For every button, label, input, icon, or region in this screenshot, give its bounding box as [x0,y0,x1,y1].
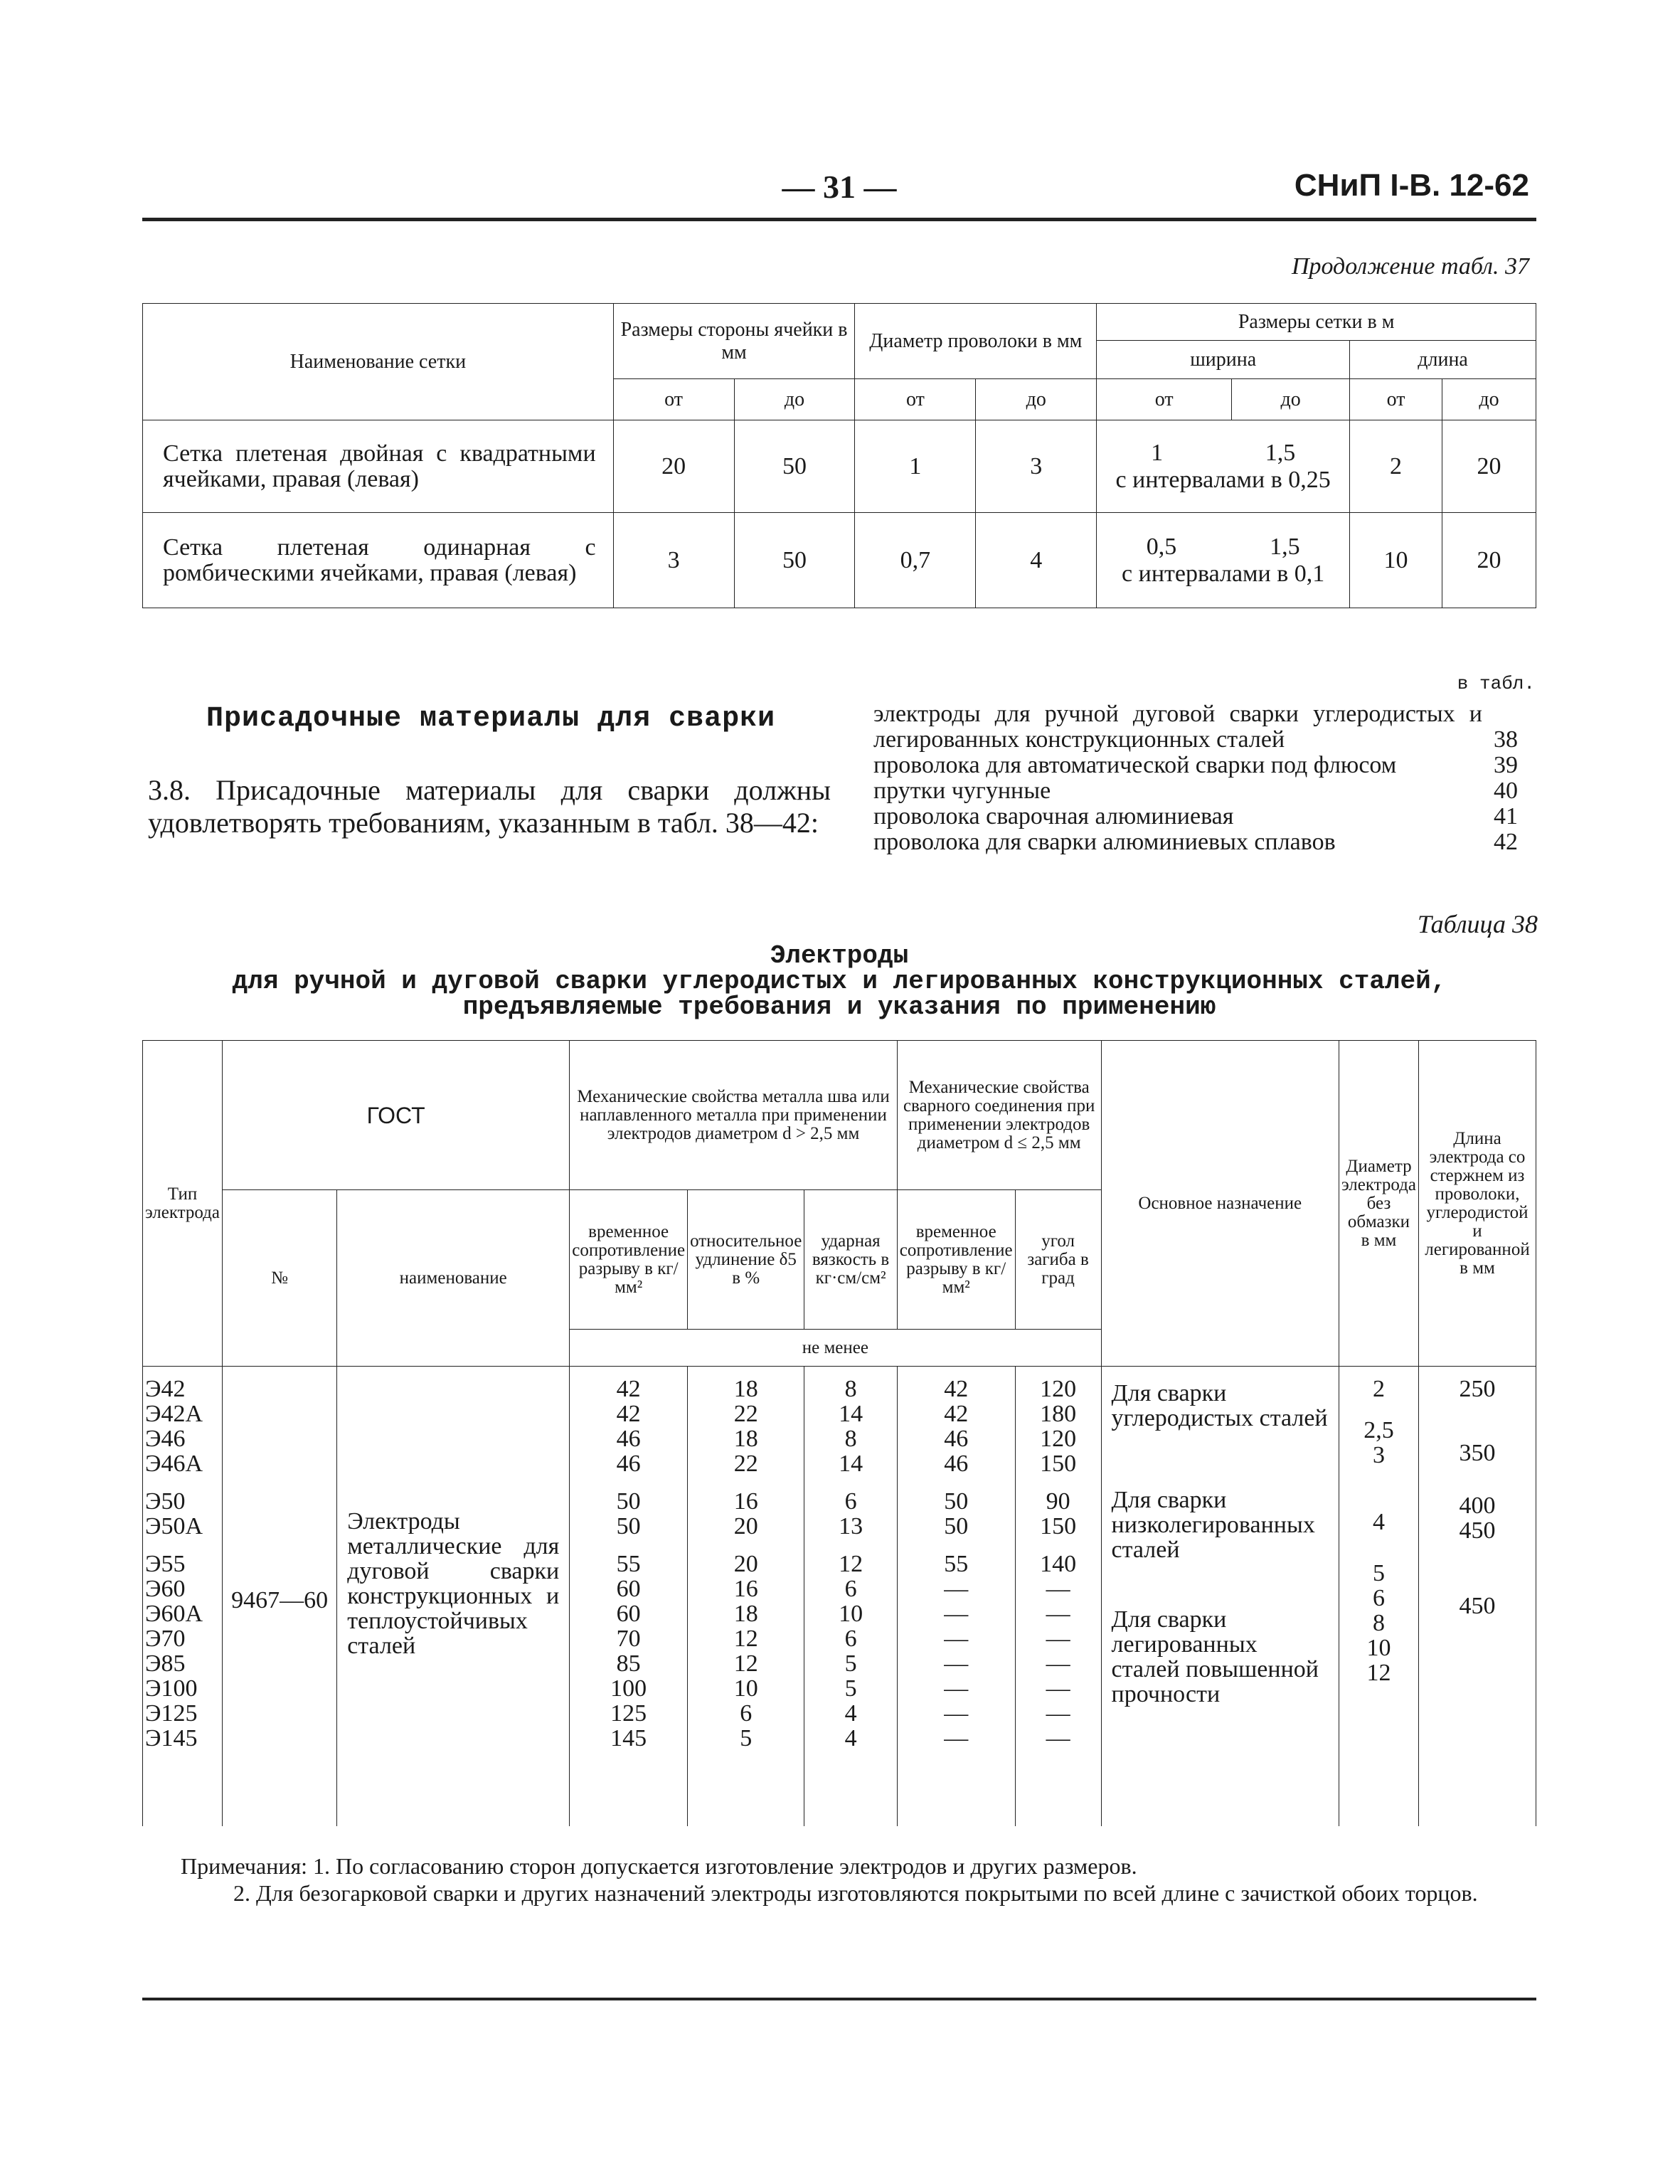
list-item-text: проволока для сварки алюминиевых сплавов [873,829,1336,855]
gost-number: 9467—60 [223,1367,337,1826]
document-code: СНиП I-В. 12-62 [1294,168,1529,203]
list-item-ref: 39 [1494,752,1518,778]
elongation-value: 20 [733,1551,758,1577]
tensile-value: 60 [616,1601,641,1627]
reference-list [873,701,1518,855]
impact-value: 12 [839,1551,863,1577]
elongation-value: 18 [733,1601,758,1627]
list-item [873,829,1518,855]
bend-value: — [1046,1675,1070,1702]
tensile2-value: 50 [944,1488,969,1515]
section-title: Присадочные материалы для сварки [206,703,776,735]
electrode-type: Э50 [145,1488,186,1515]
tensile-value: 85 [616,1650,641,1677]
bend-value: — [1046,1626,1070,1652]
diameter-value: 3 [1372,1442,1385,1468]
row-name: Сетка плетеная одинарная с ромбическими ячейками, правая (левая) [143,513,614,608]
diameter-value: 4 [1372,1509,1385,1535]
header-rule [142,218,1536,221]
tensile-column [570,1367,688,1826]
table-37 [142,303,1536,608]
bend-value: 120 [1040,1376,1077,1402]
bottom-rule [142,1998,1536,2000]
header-cell-size: Размеры стороны ячейки в мм [613,304,855,379]
bend-value: — [1046,1601,1070,1627]
impact-value: 13 [839,1513,863,1539]
tensile-value: 50 [616,1488,641,1515]
elongation-value: 16 [733,1488,758,1515]
diameter-value: 5 [1372,1560,1385,1586]
header-length: Длина электрода со стержнем из проволоки, углеродистой и легированной в мм [1418,1041,1536,1367]
tensile2-value: — [944,1700,969,1727]
tensile-value: 42 [616,1401,641,1427]
electrode-type: Э46 [145,1426,186,1452]
tensile2-column [897,1367,1015,1826]
elongation-value: 6 [740,1700,753,1727]
length-from: 10 [1350,513,1442,608]
tensile-value: 145 [610,1725,647,1751]
length-to: 20 [1442,420,1536,513]
header-name: Наименование сетки [143,304,614,420]
purpose-item: Для сварки легированных сталей повышенной прочности [1111,1606,1319,1707]
electrode-type: Э70 [145,1626,186,1652]
elongation-value: 12 [733,1650,758,1677]
bend-value: 140 [1040,1551,1077,1577]
width-to: 1,5 [1270,533,1300,560]
header-impact: ударная вязкость в кг·см/см² [804,1190,897,1330]
tensile2-value: 46 [944,1426,969,1452]
tensile2-value: — [944,1576,969,1602]
tensile2-value: 42 [944,1376,969,1402]
impact-value: 14 [839,1401,863,1427]
length-column [1418,1367,1536,1826]
bend-value: — [1046,1725,1070,1751]
elongation-value: 20 [733,1513,758,1539]
header-length: длина [1350,341,1536,379]
list-item-ref: 40 [1494,778,1518,804]
impact-value: 8 [844,1376,857,1402]
electrode-type: Э42 [145,1376,186,1402]
diameter-to: 3 [976,420,1097,513]
tensile2-value: 55 [944,1551,969,1577]
length-from: 2 [1350,420,1442,513]
diameter-value: 6 [1372,1585,1385,1611]
header-tensile: временное сопротивление разрыву в кг/мм² [570,1190,688,1330]
impact-value: 8 [844,1426,857,1452]
type-column [143,1367,223,1826]
list-item [873,701,1518,753]
tensile2-value: — [944,1675,969,1702]
header-from: от [613,379,734,420]
table-row [143,420,1536,513]
tensile-value: 46 [616,1451,641,1477]
header-diameter: Диаметр электрода без обмазки в мм [1339,1041,1419,1367]
header-from: от [1097,379,1232,420]
elongation-value: 18 [733,1426,758,1452]
diameter-value: 12 [1366,1660,1391,1686]
tensile-value: 46 [616,1426,641,1452]
impact-value: 6 [844,1488,857,1515]
elongation-value: 22 [733,1451,758,1477]
tensile2-value: — [944,1601,969,1627]
header-width: ширина [1097,341,1350,379]
bend-value: 180 [1040,1401,1077,1427]
tensile-value: 50 [616,1513,641,1539]
list-item-text: проволока сварочная алюминиевая [873,803,1234,829]
row-name: Сетка плетеная двойная с квадратными ячейками, правая (левая) [143,420,614,513]
elongation-value: 18 [733,1376,758,1402]
tensile-value: 100 [610,1675,647,1702]
bend-value: 150 [1040,1513,1077,1539]
table-38 [142,1040,1536,1826]
bend-value: — [1046,1700,1070,1727]
impact-value: 14 [839,1451,863,1477]
cell-to: 50 [734,420,855,513]
note-2: 2. Для безогарковой сварки и других назначений электроды изготовляются покрытыми по всей длине с зачисткой обоих торцов. [233,1880,1478,1906]
table-body [143,1367,1536,1826]
bend-column [1015,1367,1101,1826]
width-range [1097,513,1350,608]
header-bend: угол загиба в град [1015,1190,1101,1330]
list-item [873,804,1518,829]
diameter-column [1339,1367,1419,1826]
tensile2-value: — [944,1725,969,1751]
tensile-value: 55 [616,1551,641,1577]
bend-value: — [1046,1576,1070,1602]
bend-value: — [1046,1650,1070,1677]
length-value: 350 [1459,1440,1496,1466]
impact-value: 6 [844,1626,857,1652]
header-gost: ГОСТ [223,1041,570,1190]
header-gost-no: № [223,1190,337,1367]
table-row [143,513,1536,608]
tensile-value: 42 [616,1376,641,1402]
list-item-ref: 38 [1494,726,1518,753]
list-item-ref: 42 [1494,829,1518,855]
diameter-to: 4 [976,513,1097,608]
impact-value: 10 [839,1601,863,1627]
tensile2-value: 46 [944,1451,969,1477]
bend-value: 90 [1046,1488,1070,1515]
bend-value: 150 [1040,1451,1077,1477]
gost-name: Электроды металлические для дуговой сварки конструкционных и теплоустойчивых сталей [337,1367,570,1826]
electrode-type: Э55 [145,1551,186,1577]
electrode-type: Э60А [145,1601,203,1627]
width-from: 0,5 [1146,533,1177,560]
table38-title: Электроды [770,941,909,970]
table38-subtitle: для ручной и дуговой сварки углеродистых и легированных конструкционных сталей, [232,967,1447,996]
section-paragraph: 3.8. Присадочные материалы для сварки должны удовлетворять требованиям, указанным в табл. 38—42: [148,774,831,839]
header-purpose: Основное назначение [1101,1041,1339,1367]
cell-to: 50 [734,513,855,608]
header-not-less: не менее [570,1330,1101,1367]
header-gost-name: наименование [337,1190,570,1367]
electrode-type: Э145 [145,1725,198,1751]
header-elongation: относительное удлинение δ5 в % [688,1190,804,1330]
elongation-value: 16 [733,1576,758,1602]
header-mech-joint: Механические свойства сварного соединения при применении электродов диаметром d ≤ 2,5 мм [897,1041,1101,1190]
width-interval: с интервалами в 0,25 [1115,466,1331,493]
diameter-value: 10 [1366,1635,1391,1661]
diameter-value: 2,5 [1363,1417,1394,1443]
table38-subtitle: предъявляемые требования и указания по применению [462,992,1216,1022]
list-header: в табл. [1457,673,1535,694]
diameter-value: 8 [1372,1610,1385,1636]
list-item [873,778,1518,804]
width-range [1097,420,1350,513]
impact-value: 5 [844,1650,857,1677]
table38-caption: Таблица 38 [1417,910,1538,938]
impact-value: 4 [844,1700,857,1727]
width-to: 1,5 [1265,439,1296,466]
diameter-from: 1 [855,420,976,513]
header-tensile2: временное сопротивление разрыву в кг/мм² [897,1190,1015,1330]
elongation-value: 12 [733,1626,758,1652]
electrode-type: Э100 [145,1675,198,1702]
list-item-text: прутки чугунные [873,778,1051,804]
impact-value: 6 [844,1576,857,1602]
tensile-value: 125 [610,1700,647,1727]
tensile-value: 70 [616,1626,641,1652]
table-notes [181,1852,1505,1907]
header-to: до [976,379,1097,420]
length-value: 400 [1459,1493,1496,1519]
tensile2-value: — [944,1626,969,1652]
cell-from: 3 [613,513,734,608]
note-1: Примечания: 1. По согласованию сторон допускается изготовление электродов и других размеров. [181,1853,1137,1879]
header-mesh-size: Размеры сетки в м [1097,304,1536,341]
list-item-ref: 41 [1494,803,1518,829]
header-from: от [855,379,976,420]
electrode-type: Э50А [145,1513,203,1539]
header-wire-diameter: Диаметр проволоки в мм [855,304,1097,379]
tensile2-value: 50 [944,1513,969,1539]
list-item-text: электроды для ручной дуговой сварки углеродистых и легированных конструкционных сталей [873,701,1482,753]
length-to: 20 [1442,513,1536,608]
diameter-from: 0,7 [855,513,976,608]
cell-from: 20 [613,420,734,513]
electrode-type: Э125 [145,1700,198,1727]
purpose-item: Для сварки углеродистых сталей [1111,1380,1328,1431]
tensile2-value: 42 [944,1401,969,1427]
diameter-value: 2 [1372,1376,1385,1402]
header-to: до [1232,379,1350,420]
elongation-value: 5 [740,1725,753,1751]
header-mech-weld: Механические свойства металла шва или наплавленного металла при применении электродов диаметром d > 2,5 мм [570,1041,898,1190]
purpose-item: Для сварки низколегированных сталей [1111,1487,1315,1563]
impact-value: 5 [844,1675,857,1702]
electrode-type: Э60 [145,1576,186,1602]
purpose-column [1101,1367,1339,1826]
width-from: 1 [1151,439,1164,466]
electrode-type: Э42А [145,1401,203,1427]
header-to: до [1442,379,1536,420]
elongation-value: 22 [733,1401,758,1427]
elongation-column [688,1367,804,1826]
electrode-type: Э46А [145,1451,203,1477]
length-value: 450 [1459,1517,1496,1544]
table37-caption: Продолжение табл. 37 [1291,253,1529,280]
header-type: Тип электрода [143,1041,223,1367]
bend-value: 120 [1040,1426,1077,1452]
length-value: 250 [1459,1376,1496,1402]
impact-value: 4 [844,1725,857,1751]
header-from: от [1350,379,1442,420]
impact-column [804,1367,897,1826]
header-to: до [734,379,855,420]
list-item [873,753,1518,778]
list-item-text: проволока для автоматической сварки под флюсом [873,752,1397,778]
elongation-value: 10 [733,1675,758,1702]
tensile2-value: — [944,1650,969,1677]
tensile-value: 60 [616,1576,641,1602]
length-value: 450 [1459,1593,1496,1619]
width-interval: с интервалами в 0,1 [1122,560,1325,587]
electrode-type: Э85 [145,1650,186,1677]
page-number: — 31 — [782,169,897,205]
